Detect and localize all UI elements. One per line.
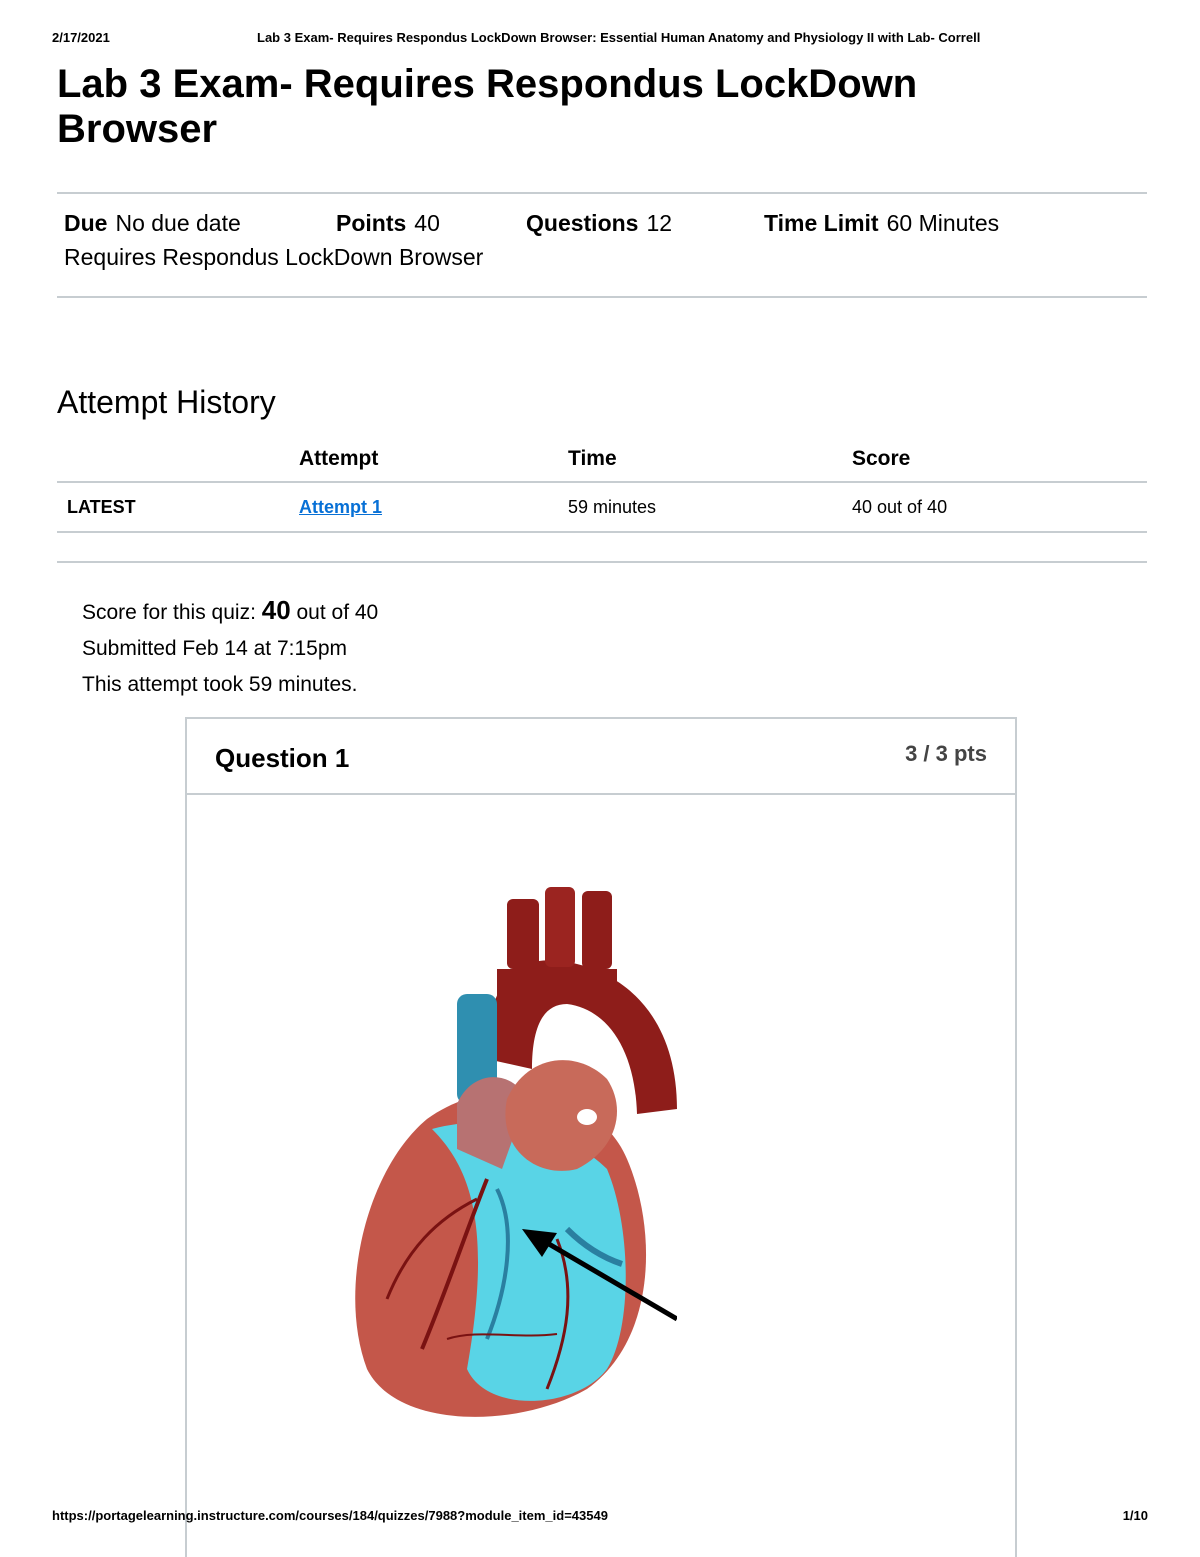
time-limit-info (764, 210, 999, 237)
quiz-details (64, 210, 1144, 271)
points-info (336, 210, 440, 237)
question-header (187, 719, 1015, 795)
heart-anatomy-illustration (257, 869, 677, 1429)
questions-label: Questions (526, 210, 639, 236)
question-points: 3 / 3 pts (905, 741, 987, 766)
divider (57, 561, 1147, 563)
column-header-time: Time (568, 447, 852, 482)
points-value: 40 (414, 210, 440, 236)
due-info (64, 210, 241, 237)
attempt-history-table (57, 447, 1147, 533)
quiz-score (82, 592, 378, 631)
attempt-time: 59 minutes (568, 482, 852, 532)
print-document-title: Lab 3 Exam- Requires Respondus LockDown Browser: Essential Human Anatomy and Physiology II with Lab- Correll (257, 30, 981, 45)
question-1-card (185, 717, 1017, 1557)
page-number: 1/10 (1122, 1508, 1148, 1523)
question-title: Question 1 (215, 743, 350, 773)
print-header (52, 30, 1148, 50)
divider (57, 296, 1147, 298)
attempt-score: 40 out of 40 (852, 482, 1147, 532)
questions-info (526, 210, 672, 237)
attempt-duration: This attempt took 59 minutes. (82, 673, 358, 696)
page-url: https://portagelearning.instructure.com/courses/184/quizzes/7988?module_item_id=43549 (52, 1508, 608, 1523)
page-title: Lab 3 Exam- Requires Respondus LockDown Browser (57, 62, 918, 151)
attempt-status: LATEST (57, 482, 299, 532)
lockdown-requirement: Requires Respondus LockDown Browser (64, 244, 484, 270)
submitted-time: Submitted Feb 14 at 7:15pm (82, 637, 347, 660)
score-value: 40 (261, 595, 291, 625)
due-value: No due date (115, 210, 241, 236)
divider (57, 192, 1147, 194)
column-header-attempt: Attempt (299, 447, 568, 482)
column-header-status (57, 447, 299, 482)
attempt-history-title: Attempt History (57, 384, 276, 420)
print-date: 2/17/2021 (52, 30, 110, 45)
column-header-score: Score (852, 447, 1147, 482)
quiz-summary (82, 592, 378, 703)
attempt-1-link[interactable]: Attempt 1 (299, 496, 383, 517)
score-prefix: Score for this quiz: (82, 601, 262, 624)
points-label: Points (336, 210, 407, 236)
time-limit-label: Time Limit (764, 210, 879, 236)
due-label: Due (64, 210, 108, 236)
table-header-row (57, 447, 1147, 482)
score-suffix: out of 40 (290, 601, 379, 624)
time-limit-value: 60 Minutes (886, 210, 1000, 236)
questions-value: 12 (646, 210, 673, 236)
table-row (57, 482, 1147, 532)
